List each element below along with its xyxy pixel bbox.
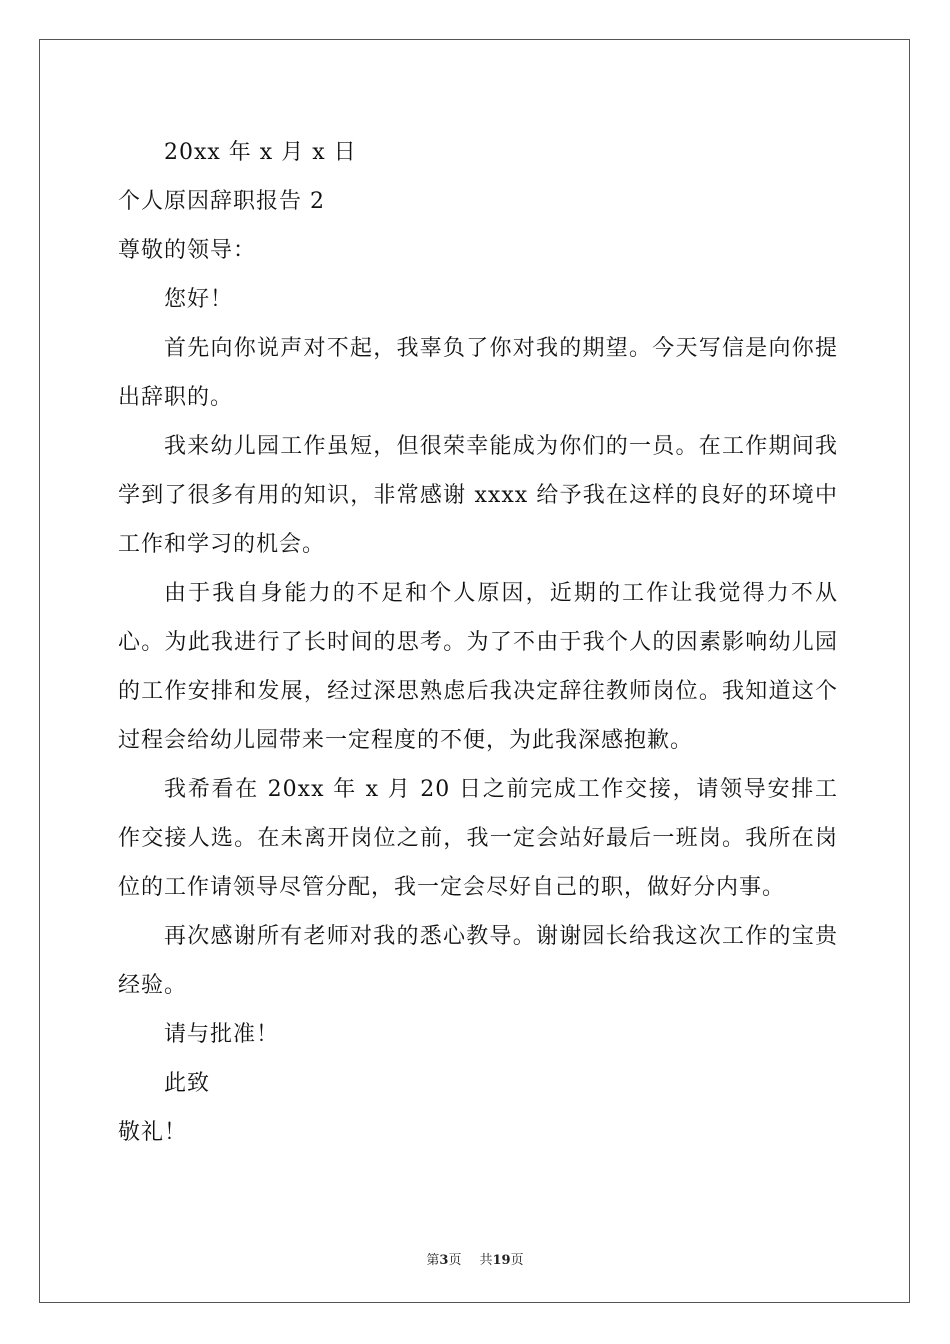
page-footer [0, 1249, 950, 1268]
letter-date: 20xx 年 x 月 x 日 [164, 140, 357, 165]
paragraph-gratitude: 我来幼儿园工作虽短，但很荣幸能成为你们的一员。在工作期间我学到了很多有用的知识，非常感谢 xxxx 给予我在这样的良好的环境中工作和学习的机会。 [118, 434, 838, 557]
page-suffix: 页 [448, 1253, 462, 1268]
letter-salutation: 尊敬的领导： [118, 238, 257, 263]
letter-greeting: 您好！ [164, 287, 234, 312]
letter-request: 请与批准！ [164, 1022, 280, 1047]
page-number: 3 [439, 1253, 449, 1268]
paragraph-apology: 首先向你说声对不起，我辜负了你对我的期望。今天写信是向你提出辞职的。 [118, 336, 838, 410]
total-prefix: 共 [479, 1253, 493, 1268]
total-pages: 19 [492, 1253, 511, 1268]
page-prefix: 第 [426, 1253, 440, 1268]
total-suffix: 页 [510, 1253, 524, 1268]
letter-title: 个人原因辞职报告 2 [118, 189, 325, 214]
paragraph-reason: 由于我自身能力的不足和个人原因，近期的工作让我觉得力不从心。为此我进行了长时间的思考。为了不由于我个人的因素影响幼儿园的工作安排和发展，经过深思熟虑后我决定辞往教师岗位。我知道这个过程会给幼儿园带来一定程度的不便，为此我深感抱歉。 [118, 581, 838, 753]
paragraph-thanks: 再次感谢所有老师对我的悉心教导。谢谢园长给我这次工作的宝贵经验。 [118, 924, 838, 998]
letter-regards: 敬礼！ [118, 1120, 188, 1145]
letter-closing: 此致 [164, 1071, 211, 1096]
paragraph-handover: 我希看在 20xx 年 x 月 20 日之前完成工作交接，请领导安排工作交接人选。在未离开岗位之前，我一定会站好最后一班岗。我所在岗位的工作请领导尽管分配，我一定会尽好自己的职，做好分内事。 [118, 777, 838, 900]
letter-body [118, 128, 838, 1157]
